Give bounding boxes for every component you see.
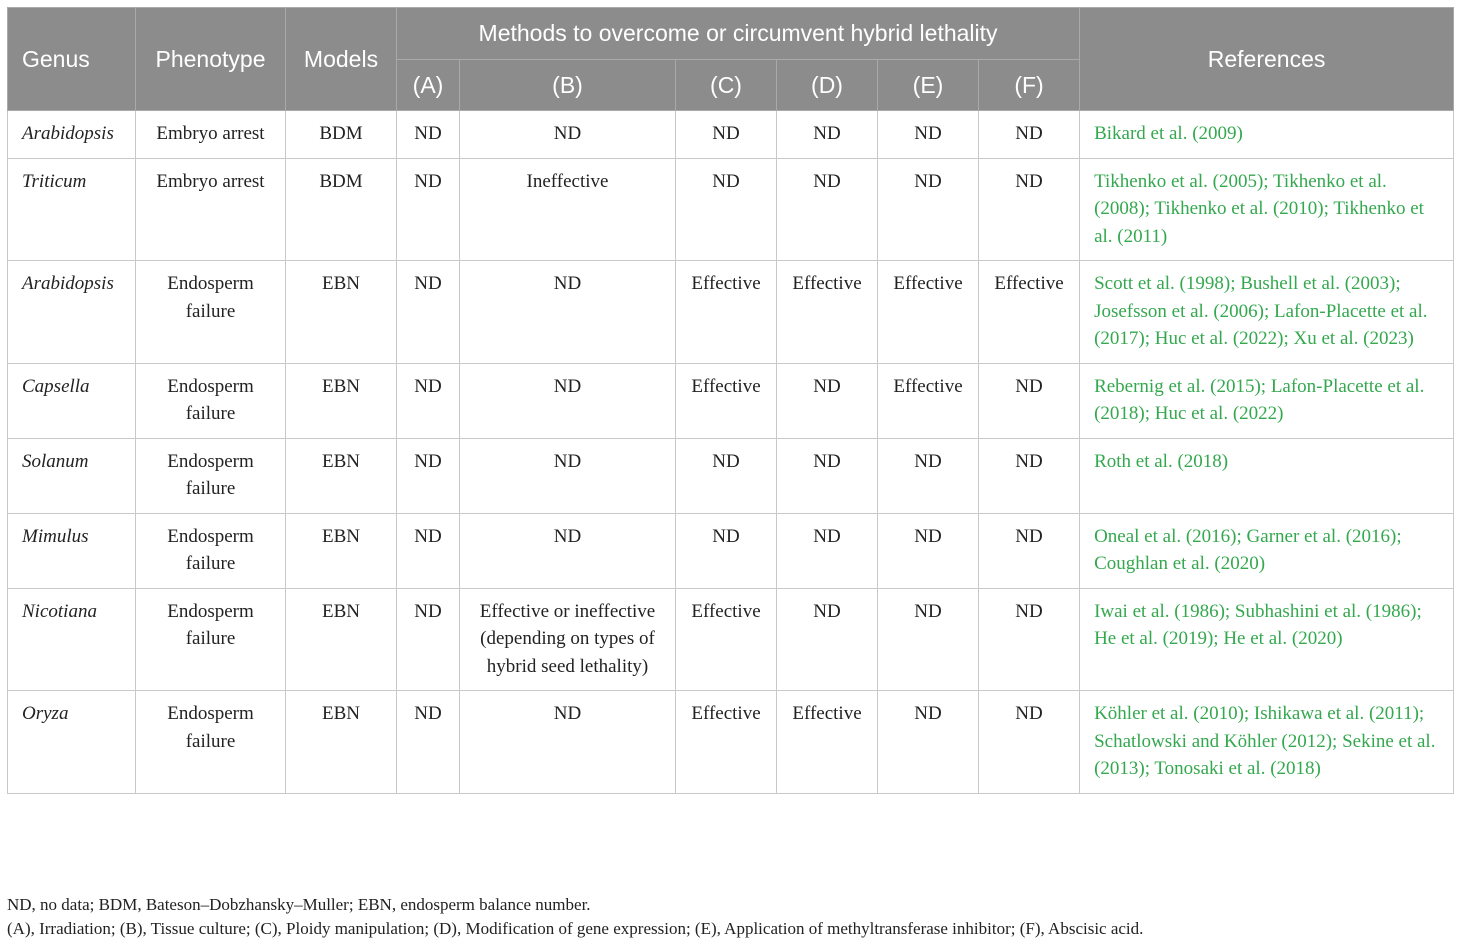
cell-models: EBN <box>286 261 397 364</box>
cell-method-c: Effective <box>676 261 777 364</box>
cell-phenotype: Endosperm failure <box>136 691 286 794</box>
cell-method-d: ND <box>777 438 878 513</box>
table-footnotes <box>7 893 1453 941</box>
cell-method-f: ND <box>979 513 1080 588</box>
cell-method-e: Effective <box>878 363 979 438</box>
cell-references <box>1080 363 1454 438</box>
cell-method-a: ND <box>397 363 460 438</box>
cell-method-a: ND <box>397 691 460 794</box>
cell-phenotype: Embryo arrest <box>136 111 286 159</box>
header-method-e: (E) <box>878 60 979 111</box>
cell-references <box>1080 513 1454 588</box>
header-method-d: (D) <box>777 60 878 111</box>
header-models: Models <box>286 8 397 111</box>
reference-link[interactable]: Oneal et al. (2016); Garner et al. (2016); Coughlan et al. (2020) <box>1094 525 1402 574</box>
cell-models: EBN <box>286 513 397 588</box>
cell-genus: Solanum <box>8 438 136 513</box>
cell-genus: Oryza <box>8 691 136 794</box>
footnote-abbreviations: ND, no data; BDM, Bateson–Dobzhansky–Muller; EBN, endosperm balance number. <box>7 895 591 914</box>
table-header <box>8 8 1454 111</box>
header-method-b: (B) <box>460 60 676 111</box>
cell-method-c: Effective <box>676 363 777 438</box>
cell-references <box>1080 588 1454 691</box>
reference-link[interactable]: Bikard et al. (2009) <box>1094 123 1243 144</box>
cell-phenotype: Endosperm failure <box>136 261 286 364</box>
cell-phenotype: Endosperm failure <box>136 363 286 438</box>
cell-method-d: ND <box>777 513 878 588</box>
table-row <box>8 158 1454 261</box>
cell-references <box>1080 158 1454 261</box>
cell-genus: Triticum <box>8 158 136 261</box>
table-body <box>8 111 1454 794</box>
header-method-c: (C) <box>676 60 777 111</box>
cell-method-c: ND <box>676 111 777 159</box>
cell-method-f: ND <box>979 111 1080 159</box>
cell-method-e: ND <box>878 513 979 588</box>
cell-method-c: ND <box>676 513 777 588</box>
cell-method-f: ND <box>979 158 1080 261</box>
cell-method-f: ND <box>979 438 1080 513</box>
cell-method-b: ND <box>460 111 676 159</box>
cell-method-d: ND <box>777 111 878 159</box>
cell-phenotype: Endosperm failure <box>136 438 286 513</box>
cell-method-b: Effective or ineffective (depending on types of hybrid seed lethality) <box>460 588 676 691</box>
reference-link[interactable]: Iwai et al. (1986); Subhashini et al. (1986); <box>1094 600 1422 622</box>
header-genus: Genus <box>8 8 136 111</box>
cell-method-b: Ineffective <box>460 158 676 261</box>
cell-method-b: ND <box>460 261 676 364</box>
cell-method-e: ND <box>878 588 979 691</box>
hybrid-lethality-table <box>7 7 1454 794</box>
cell-phenotype: Endosperm failure <box>136 588 286 691</box>
cell-genus: Mimulus <box>8 513 136 588</box>
cell-method-f: Effective <box>979 261 1080 364</box>
cell-references <box>1080 111 1454 159</box>
header-method-a: (A) <box>397 60 460 111</box>
table-row <box>8 363 1454 438</box>
header-phenotype: Phenotype <box>136 8 286 111</box>
cell-method-a: ND <box>397 261 460 364</box>
cell-method-e: ND <box>878 691 979 794</box>
cell-method-a: ND <box>397 513 460 588</box>
cell-method-d: Effective <box>777 691 878 794</box>
table-row <box>8 588 1454 691</box>
cell-method-f: ND <box>979 363 1080 438</box>
cell-method-f: ND <box>979 588 1080 691</box>
header-method-f: (F) <box>979 60 1080 111</box>
cell-models: EBN <box>286 438 397 513</box>
cell-genus: Capsella <box>8 363 136 438</box>
cell-references <box>1080 438 1454 513</box>
cell-models: EBN <box>286 588 397 691</box>
cell-models: BDM <box>286 158 397 261</box>
cell-method-c: ND <box>676 158 777 261</box>
table-row <box>8 261 1454 364</box>
cell-method-a: ND <box>397 158 460 261</box>
cell-method-a: ND <box>397 588 460 691</box>
cell-method-a: ND <box>397 111 460 159</box>
table-row <box>8 111 1454 159</box>
reference-link[interactable]: Roth et al. (2018) <box>1094 450 1229 472</box>
cell-method-b: ND <box>460 363 676 438</box>
cell-method-b: ND <box>460 438 676 513</box>
cell-method-e: ND <box>878 158 979 261</box>
cell-method-e: Effective <box>878 261 979 364</box>
cell-phenotype: Endosperm failure <box>136 513 286 588</box>
reference-link[interactable]: Köhler et al. (2010); Ishikawa et al. (2011); Schatlowski and Köhler (2012); Sekine et al. (2013); Tonosaki et al. (2018) <box>1094 703 1436 779</box>
table-container <box>7 7 1453 794</box>
cell-method-d: Effective <box>777 261 878 364</box>
footnote-methods: (A), Irradiation; (B), Tissue culture; (C), Ploidy manipulation; (D), Modification of gene expression; (E), Application of methyltransferase inhibitor; (F), Abscisic acid. <box>7 919 1144 938</box>
cell-method-c: Effective <box>676 691 777 794</box>
table-row <box>8 513 1454 588</box>
cell-method-b: ND <box>460 691 676 794</box>
cell-phenotype: Embryo arrest <box>136 158 286 261</box>
header-references: References <box>1080 8 1454 111</box>
cell-method-b: ND <box>460 513 676 588</box>
cell-method-d: ND <box>777 158 878 261</box>
cell-genus: Arabidopsis <box>8 111 136 159</box>
reference-link[interactable]: Scott et al. (1998); Bushell et al. (2003); Josefsson et al. (2006); Lafon-Placette et al. (2017); Huc et al. (2022); Xu et al. (2023) <box>1094 273 1428 349</box>
cell-method-e: ND <box>878 111 979 159</box>
cell-genus: Nicotiana <box>8 588 136 691</box>
cell-method-f: ND <box>979 691 1080 794</box>
cell-method-d: ND <box>777 588 878 691</box>
cell-method-e: ND <box>878 438 979 513</box>
cell-method-d: ND <box>777 363 878 438</box>
cell-models: BDM <box>286 111 397 159</box>
table-row <box>8 691 1454 794</box>
cell-references <box>1080 691 1454 794</box>
reference-link[interactable]: Tikhenko et al. (2005); Tikhenko et al. (2008); Tikhenko et al. (2010); Tikhenko et al. (2011) <box>1094 170 1424 247</box>
reference-link[interactable]: Rebernig et al. (2015); Lafon-Placette et al. (2018); Huc et al. (2022) <box>1094 375 1425 424</box>
cell-method-c: Effective <box>676 588 777 691</box>
reference-link[interactable]: He et al. (2019); He et al. (2020) <box>1094 628 1343 649</box>
cell-models: EBN <box>286 363 397 438</box>
cell-method-c: ND <box>676 438 777 513</box>
table-row <box>8 438 1454 513</box>
cell-genus: Arabidopsis <box>8 261 136 364</box>
header-methods: Methods to overcome or circumvent hybrid lethality <box>397 8 1080 60</box>
cell-models: EBN <box>286 691 397 794</box>
cell-references <box>1080 261 1454 364</box>
cell-method-a: ND <box>397 438 460 513</box>
